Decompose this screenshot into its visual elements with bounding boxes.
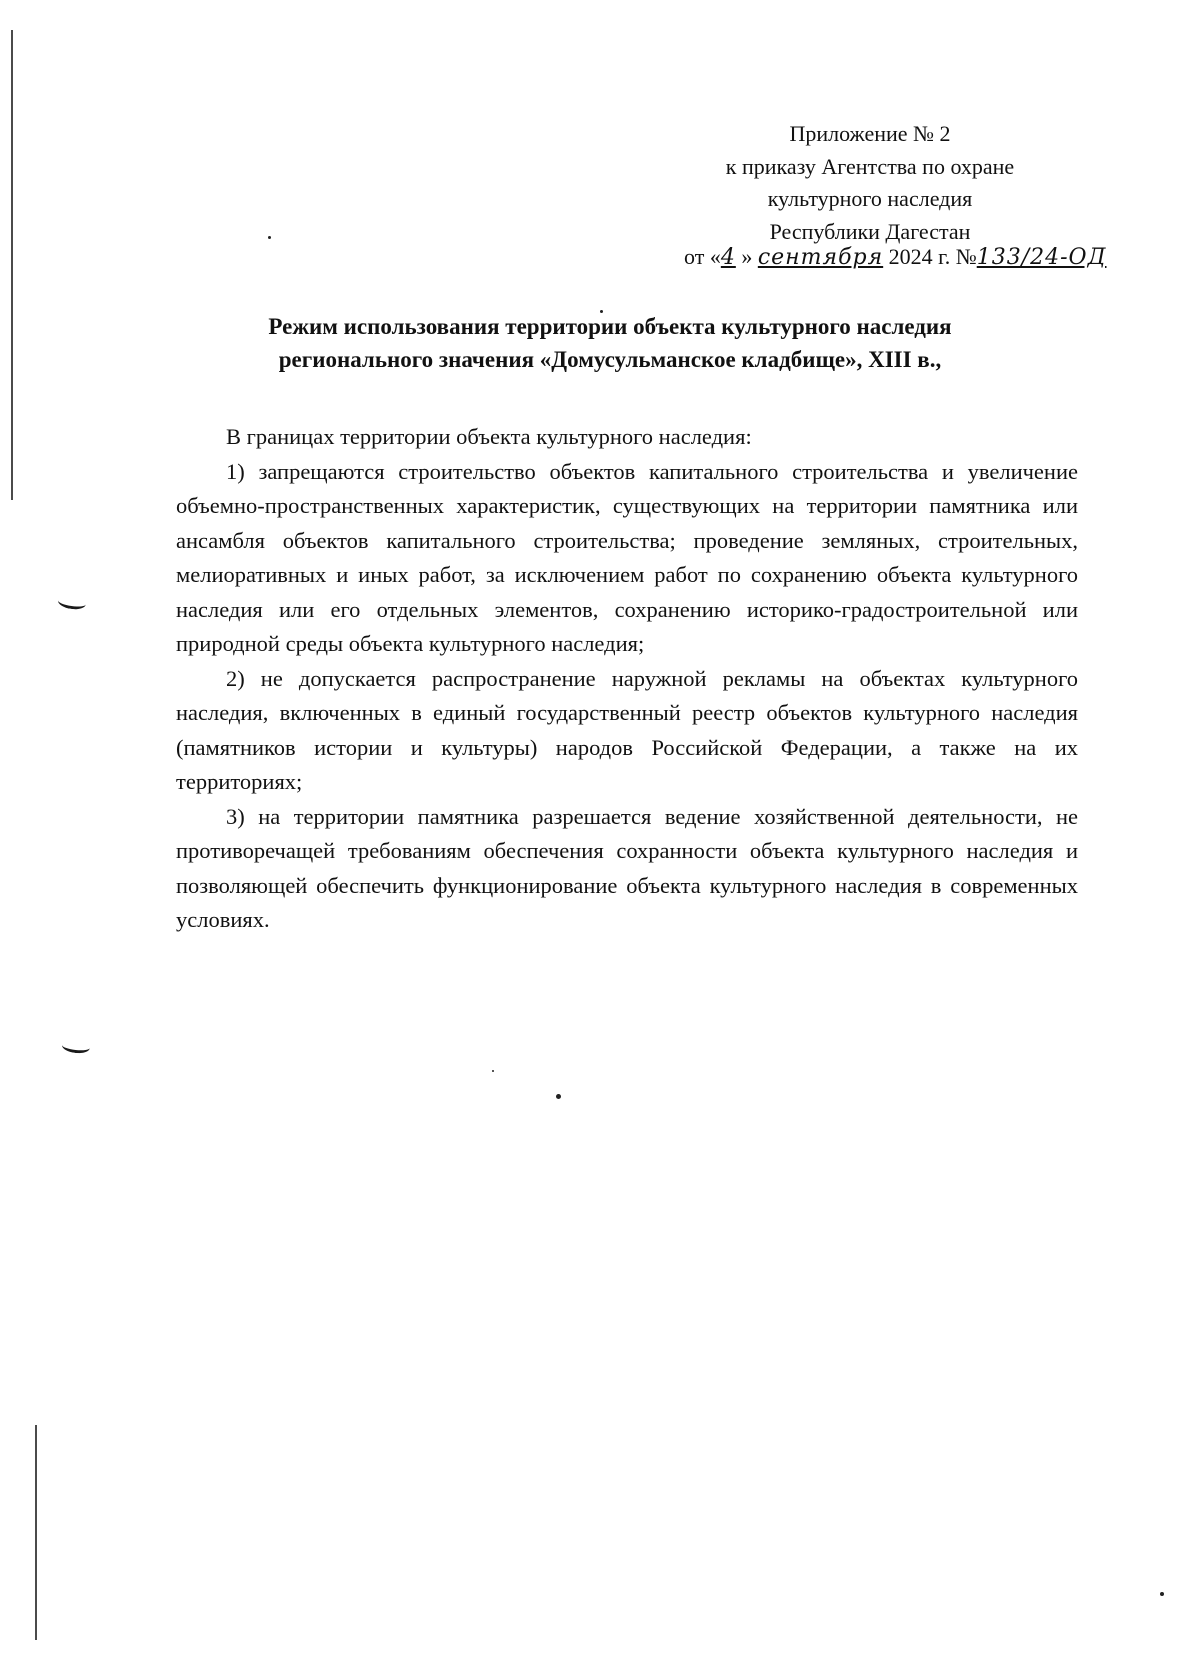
appendix-header — [660, 118, 1080, 248]
appendix-line: Приложение № 2 — [789, 121, 951, 146]
order-number: 133/24-ОД — [976, 245, 1107, 270]
title-line: регионального значения «Домусульманское кладбище», XIII в., — [278, 347, 942, 373]
appendix-line: Республики Дагестан — [769, 218, 971, 244]
scan-edge-line — [35, 1425, 37, 1640]
scan-mark — [61, 1039, 90, 1055]
date-day: 4 — [720, 245, 736, 270]
scan-speck — [1160, 1592, 1164, 1596]
number-prefix: № — [955, 244, 977, 269]
scan-edge-line — [11, 30, 13, 500]
title-line: Режим использования территории объекта культурного наследия — [268, 314, 952, 339]
body-item-1: 1) запрещаются строительство объектов капитального строительства и увеличение объемно-пространственных характеристик, существующих на территории памятника или ансамбля объектов капитального строительства; проведение земляных, строительных, мелиоративных и иных работ, за исключением работ по сохранению объекта культурного наследия или его отдельных элементов, сохранению историко-градостроительной или природной среды объекта культурного наследия; — [176, 458, 1078, 656]
appendix-line: к приказу Агентства по охране — [725, 153, 1015, 179]
appendix-line: культурного наследия — [767, 186, 973, 212]
document-body — [176, 420, 1078, 938]
scan-speck — [268, 236, 271, 239]
date-year: 2024 г. — [888, 244, 951, 269]
scan-speck — [492, 1070, 494, 1072]
body-item-3: 3) на территории памятника разрешается ведение хозяйственной деятельности, не противоречащей требованиям обеспечения сохранности объекта культурного наследия и позволяющей обеспечить функционирование объекта культурного наследия в современных условиях. — [176, 803, 1078, 932]
scan-mark — [57, 594, 87, 611]
date-prefix: от « — [684, 244, 721, 269]
document-title — [150, 310, 1070, 377]
date-month: сентября — [757, 245, 884, 270]
body-intro: В границах территории объекта культурного наследия: — [226, 424, 752, 449]
scan-speck — [556, 1094, 561, 1099]
order-date-line — [684, 244, 1106, 270]
body-item-2: 2) не допускается распространение наружной рекламы на объектах культурного наследия, включенных в единый государственный реестр объектов культурного наследия (памятников истории и культуры) народов Российской Федерации, а также на их территориях; — [176, 665, 1078, 794]
date-quote-close: » — [741, 244, 753, 269]
